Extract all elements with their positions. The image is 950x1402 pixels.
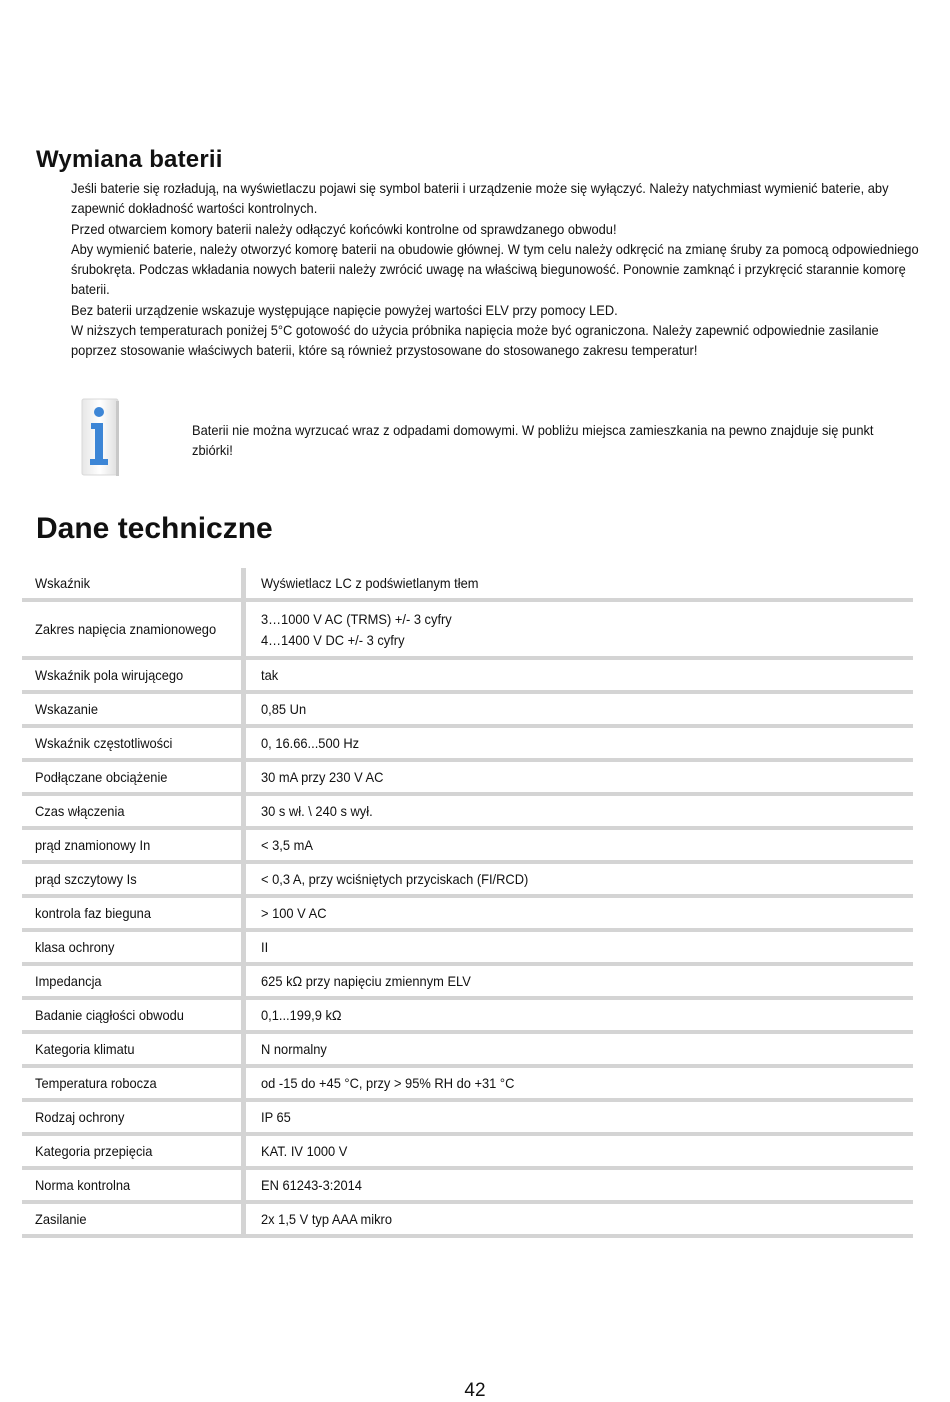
spec-value (246, 762, 913, 792)
spec-value (246, 898, 913, 928)
battery-paragraph: Przed otwarciem komory baterii należy odłączyć końcówki kontrolne od sprawdzanego obwodu! (71, 220, 617, 237)
spec-label-text: Temperatura robocza (35, 1075, 157, 1091)
spec-value (246, 830, 913, 860)
table-row (22, 898, 913, 932)
table-row (22, 932, 913, 966)
spec-value (246, 1068, 913, 1098)
spec-label (22, 1068, 246, 1098)
spec-value-text: 625 kΩ przy napięciu zmiennym ELV (261, 973, 471, 989)
spec-value (246, 602, 913, 656)
spec-label-text: prąd szczytowy Is (35, 871, 137, 887)
spec-label-text: klasa ochrony (35, 939, 115, 955)
spec-label (22, 864, 246, 894)
spec-label (22, 694, 246, 724)
spec-value-text: tak (261, 667, 279, 683)
table-row (22, 1170, 913, 1204)
spec-label-text: Zakres napięcia znamionowego (35, 621, 217, 637)
spec-label (22, 762, 246, 792)
info-note-text: Baterii nie można wyrzucać wraz z odpadami domowymi. W pobliżu miejsca zamieszkania na pewno znajduje się punkt zbiórki! (192, 422, 874, 459)
spec-label-text: Kategoria klimatu (35, 1041, 135, 1057)
spec-label-text: Wskazanie (35, 701, 98, 717)
spec-value-text: 2x 1,5 V typ AAA mikro (261, 1211, 393, 1227)
spec-value (246, 1034, 913, 1064)
table-row (22, 864, 913, 898)
spec-value (246, 1000, 913, 1030)
spec-label (22, 932, 246, 962)
spec-value-text: IP 65 (261, 1109, 291, 1125)
table-row (22, 694, 913, 728)
spec-table (22, 568, 913, 1238)
table-row (22, 1204, 913, 1238)
spec-label (22, 1204, 246, 1234)
spec-value-text: 0,1...199,9 kΩ (261, 1007, 342, 1023)
spec-label (22, 1170, 246, 1200)
spec-label-text: Impedancja (35, 973, 102, 989)
spec-label (22, 568, 246, 598)
spec-label-text: Kategoria przepięcia (35, 1143, 153, 1159)
battery-section-heading: Wymiana baterii (36, 146, 223, 173)
table-row (22, 1068, 913, 1102)
spec-label-text: Podłączane obciążenie (35, 769, 168, 785)
spec-label (22, 602, 246, 656)
spec-value-text: EN 61243-3:2014 (261, 1177, 362, 1193)
spec-value-text: N normalny (261, 1041, 327, 1057)
table-row (22, 1000, 913, 1034)
spec-value (246, 568, 913, 598)
table-row (22, 1102, 913, 1136)
spec-label-text: Rodzaj ochrony (35, 1109, 125, 1125)
spec-label (22, 1034, 246, 1064)
battery-paragraph: Aby wymienić baterie, należy otworzyć komorę baterii na obudowie głównej. W tym celu należy odkręcić na zmianę śruby za pomocą odpowiedniego śrubokręta. Podczas wkładania nowych baterii należy zwrócić uwagę na właściwą biegunowość. Ponownie zamknąć i przykręcić starannie komorę baterii. (71, 240, 919, 298)
spec-label-text: Zasilanie (35, 1211, 87, 1227)
battery-section-text (71, 178, 921, 361)
spec-value (246, 1102, 913, 1132)
spec-value-text: KAT. IV 1000 V (261, 1143, 348, 1159)
spec-value (246, 1170, 913, 1200)
spec-label (22, 830, 246, 860)
info-icon (80, 397, 120, 477)
spec-value-text: 30 s wł. \ 240 s wył. (261, 803, 373, 819)
spec-value-text: > 100 V AC (261, 905, 327, 921)
spec-value (246, 864, 913, 894)
table-row (22, 568, 913, 602)
spec-label-text: Badanie ciągłości obwodu (35, 1007, 184, 1023)
table-row (22, 1136, 913, 1170)
spec-value (246, 796, 913, 826)
battery-paragraph: W niższych temperaturach poniżej 5°C gotowość do użycia próbnika napięcia może być ograniczona. Należy zapewnić odpowiednie zasilanie poprzez stosowanie właściwych baterii, które są również przystosowane do stosowanego zakresu temperatur! (71, 322, 879, 359)
spec-label-text: Wskaźnik pola wirującego (35, 667, 184, 683)
spec-label-text: prąd znamionowy In (35, 837, 151, 853)
spec-value (246, 660, 913, 690)
spec-value-text: < 3,5 mA (261, 837, 313, 853)
spec-label (22, 1136, 246, 1166)
spec-value-text: 0,85 Un (261, 701, 307, 717)
spec-value-text: od -15 do +45 °C, przy > 95% RH do +31 °C (261, 1075, 515, 1091)
table-row (22, 660, 913, 694)
spec-label-text: Czas włączenia (35, 803, 125, 819)
table-row (22, 830, 913, 864)
table-row (22, 762, 913, 796)
battery-paragraph: Jeśli baterie się rozładują, na wyświetlaczu pojawi się symbol baterii i urządzenie może się wyłączyć. Należy natychmiast wymienić baterie, aby zapewnić dokładność wartości kontrolnych. (71, 180, 889, 217)
spec-value (246, 1136, 913, 1166)
spec-value-text: 30 mA przy 230 V AC (261, 769, 384, 785)
spec-label (22, 966, 246, 996)
spec-label-text: Wskaźnik (35, 575, 91, 591)
spec-value (246, 728, 913, 758)
table-row (22, 1034, 913, 1068)
spec-label (22, 728, 246, 758)
spec-label (22, 1102, 246, 1132)
spec-value (246, 966, 913, 996)
table-row (22, 728, 913, 762)
table-row (22, 966, 913, 1000)
spec-value-text: 3…1000 V AC (TRMS) +/- 3 cyfry (261, 610, 452, 627)
spec-label (22, 796, 246, 826)
tech-section-heading: Dane techniczne (36, 512, 273, 545)
spec-value (246, 694, 913, 724)
spec-label (22, 660, 246, 690)
spec-label (22, 898, 246, 928)
battery-paragraph: Bez baterii urządzenie wskazuje występujące napięcie powyżej wartości ELV przy pomocy LED. (71, 301, 618, 318)
table-row (22, 796, 913, 830)
spec-label-text: Norma kontrolna (35, 1177, 131, 1193)
spec-value-text: 4…1400 V DC +/- 3 cyfry (261, 631, 405, 648)
spec-label-text: kontrola faz bieguna (35, 905, 152, 921)
spec-value-text: Wyświetlacz LC z podświetlanym tłem (261, 575, 479, 591)
spec-value-text: II (261, 939, 269, 955)
page-number: 42 (464, 1380, 486, 1401)
spec-label (22, 1000, 246, 1030)
spec-value (246, 1204, 913, 1234)
table-row (22, 602, 913, 660)
spec-value-text: < 0,3 A, przy wciśniętych przyciskach (FI/RCD) (261, 871, 529, 887)
spec-value-text: 0, 16.66...500 Hz (261, 735, 360, 751)
spec-label-text: Wskaźnik częstotliwości (35, 735, 173, 751)
spec-value (246, 932, 913, 962)
